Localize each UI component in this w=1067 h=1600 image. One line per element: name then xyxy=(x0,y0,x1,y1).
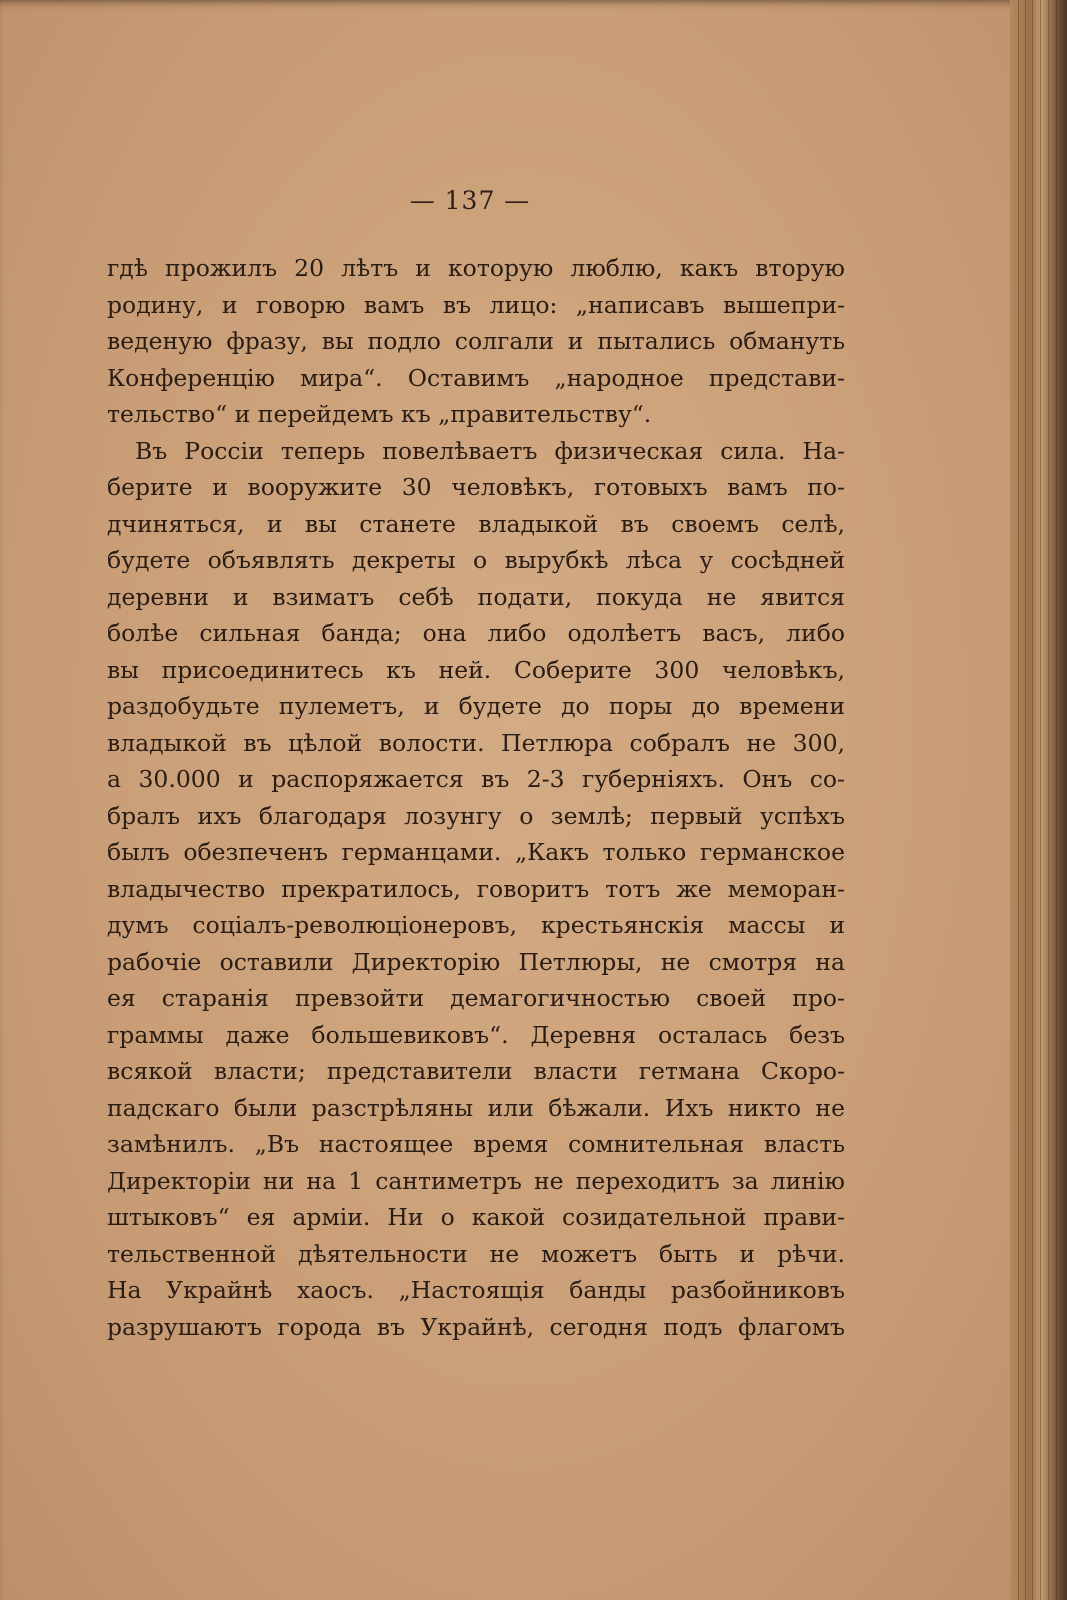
text-line: ея старанія превзойти демагогичностью своей про- xyxy=(107,984,845,1012)
body-text xyxy=(107,250,845,1345)
text-line: штыковъ“ ея арміи. Ни о какой созидательной прави- xyxy=(107,1203,845,1231)
text-line: тельство“ и перейдемъ къ „правительству“. xyxy=(107,400,652,428)
text-line: раздобудьте пулеметъ, и будете до поры до времени xyxy=(107,692,845,720)
book-page-edges xyxy=(1010,0,1067,1600)
text-line: веденую фразу, вы подло солгали и пытались обмануть xyxy=(107,327,845,355)
text-line: владыкой въ цѣлой волости. Петлюра собралъ не 300, xyxy=(107,728,845,757)
text-line: тельственной дѣятельности не можетъ быть и рѣчи. xyxy=(107,1239,845,1268)
text-line: деревни и взиматъ себѣ подати, покуда не явится xyxy=(107,582,845,611)
text-line: былъ обезпеченъ германцами. „Какъ только германское xyxy=(107,838,845,866)
text-line: дчиняться, и вы станете владыкой въ своемъ селѣ, xyxy=(107,509,845,538)
text-line: падскаго были разстрѣляны или бѣжали. Ихъ никто не xyxy=(107,1093,845,1122)
text-line: На Украйнѣ хаосъ. „Настоящія банды разбойниковъ xyxy=(107,1276,845,1304)
text-line: всякой власти; представители власти гетмана Скоро- xyxy=(107,1057,845,1085)
text-line: граммы даже большевиковъ“. Деревня осталась безъ xyxy=(107,1020,845,1049)
text-line: будете объявлять декреты о вырубкѣ лѣса у сосѣдней xyxy=(107,546,845,574)
text-line: Въ Россіи теперь повелѣваетъ физическая сила. На- xyxy=(135,436,845,465)
text-line: Конференцію мира“. Оставимъ „народное представи- xyxy=(107,363,845,392)
text-line: а 30.000 и распоряжается въ 2-3 губерніяхъ. Онъ со- xyxy=(107,765,845,793)
text-line: вы присоединитесь къ ней. Соберите 300 человѣкъ, xyxy=(107,655,845,684)
text-line: рабочіе оставили Директорію Петлюры, не смотря на xyxy=(107,947,845,976)
page-number: — 137 — xyxy=(409,186,531,215)
text-line: замѣнилъ. „Въ настоящее время сомнительная власть xyxy=(107,1130,845,1158)
text-line: гдѣ прожилъ 20 лѣтъ и которую люблю, какъ вторую xyxy=(107,254,845,282)
text-line: владычество прекратилось, говоритъ тотъ же меморан- xyxy=(107,874,845,903)
text-line: бралъ ихъ благодаря лозунгу о землѣ; первый успѣхъ xyxy=(107,801,845,830)
text-line: родину, и говорю вамъ въ лицо: „написавъ вышепри- xyxy=(107,290,845,319)
text-line: Директоріи ни на 1 сантиметръ не переходитъ за линію xyxy=(107,1166,845,1195)
text-line: разрушаютъ города въ Украйнѣ, сегодня подъ флагомъ xyxy=(107,1312,845,1341)
text-line: болѣе сильная банда; она либо одолѣетъ васъ, либо xyxy=(107,619,845,647)
text-line: думъ соціалъ-революціонеровъ, крестьянскія массы и xyxy=(107,911,845,939)
text-line: берите и вооружите 30 человѣкъ, готовыхъ вамъ по- xyxy=(107,473,845,501)
